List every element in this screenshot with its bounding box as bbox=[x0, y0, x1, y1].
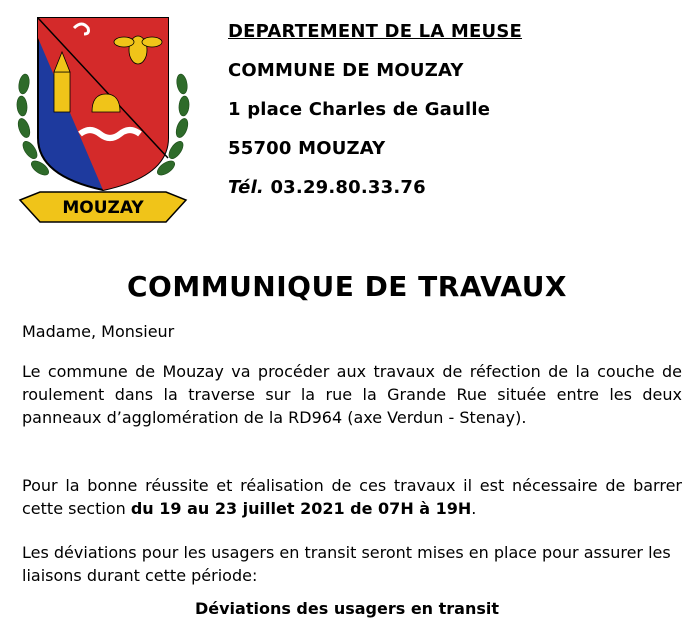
paragraph-deviations: Les déviations pour les usagers en transit seront mises en place pour assurer les liaisons durant cette période: bbox=[22, 543, 671, 585]
mouzay-coat-of-arms-logo bbox=[10, 8, 196, 226]
postal-address: 55700 MOUZAY bbox=[228, 138, 386, 159]
closure-text-end: . bbox=[471, 499, 477, 518]
phone-prefix: Tél. bbox=[228, 177, 264, 198]
closure-text: Pour la bonne réussite et réalisation de ces travaux il est nécessaire de barrer cette section bbox=[22, 476, 682, 518]
closure-dates: du 19 au 23 juillet 2021 de 07H à 19H bbox=[130, 499, 472, 518]
phone-number: 03.29.80.33.76 bbox=[263, 177, 426, 198]
paragraph-road-closure bbox=[22, 474, 682, 520]
commune-name: COMMUNE DE MOUZAY bbox=[228, 60, 464, 81]
street-address: 1 place Charles de Gaulle bbox=[228, 99, 491, 120]
phone-line bbox=[228, 178, 522, 198]
page-title: COMMUNIQUE DE TRAVAUX bbox=[126, 270, 568, 303]
greeting: Madame, Monsieur bbox=[22, 322, 175, 341]
department-name: DEPARTEMENT DE LA MEUSE bbox=[228, 21, 523, 42]
letterhead bbox=[228, 22, 522, 217]
crest-banner-text: MOUZAY bbox=[62, 198, 144, 218]
paragraph-works-description: Le commune de Mouzay va procéder aux travaux de réfection de la couche de roulement dans la traverse sur la rue la Grande Rue située entre les deux panneaux d’agglomération de la RD964 (axe Verdun - Stenay). bbox=[22, 362, 682, 427]
section-heading-deviations: Déviations des usagers en transit bbox=[194, 599, 500, 618]
shield-icon bbox=[38, 18, 168, 190]
